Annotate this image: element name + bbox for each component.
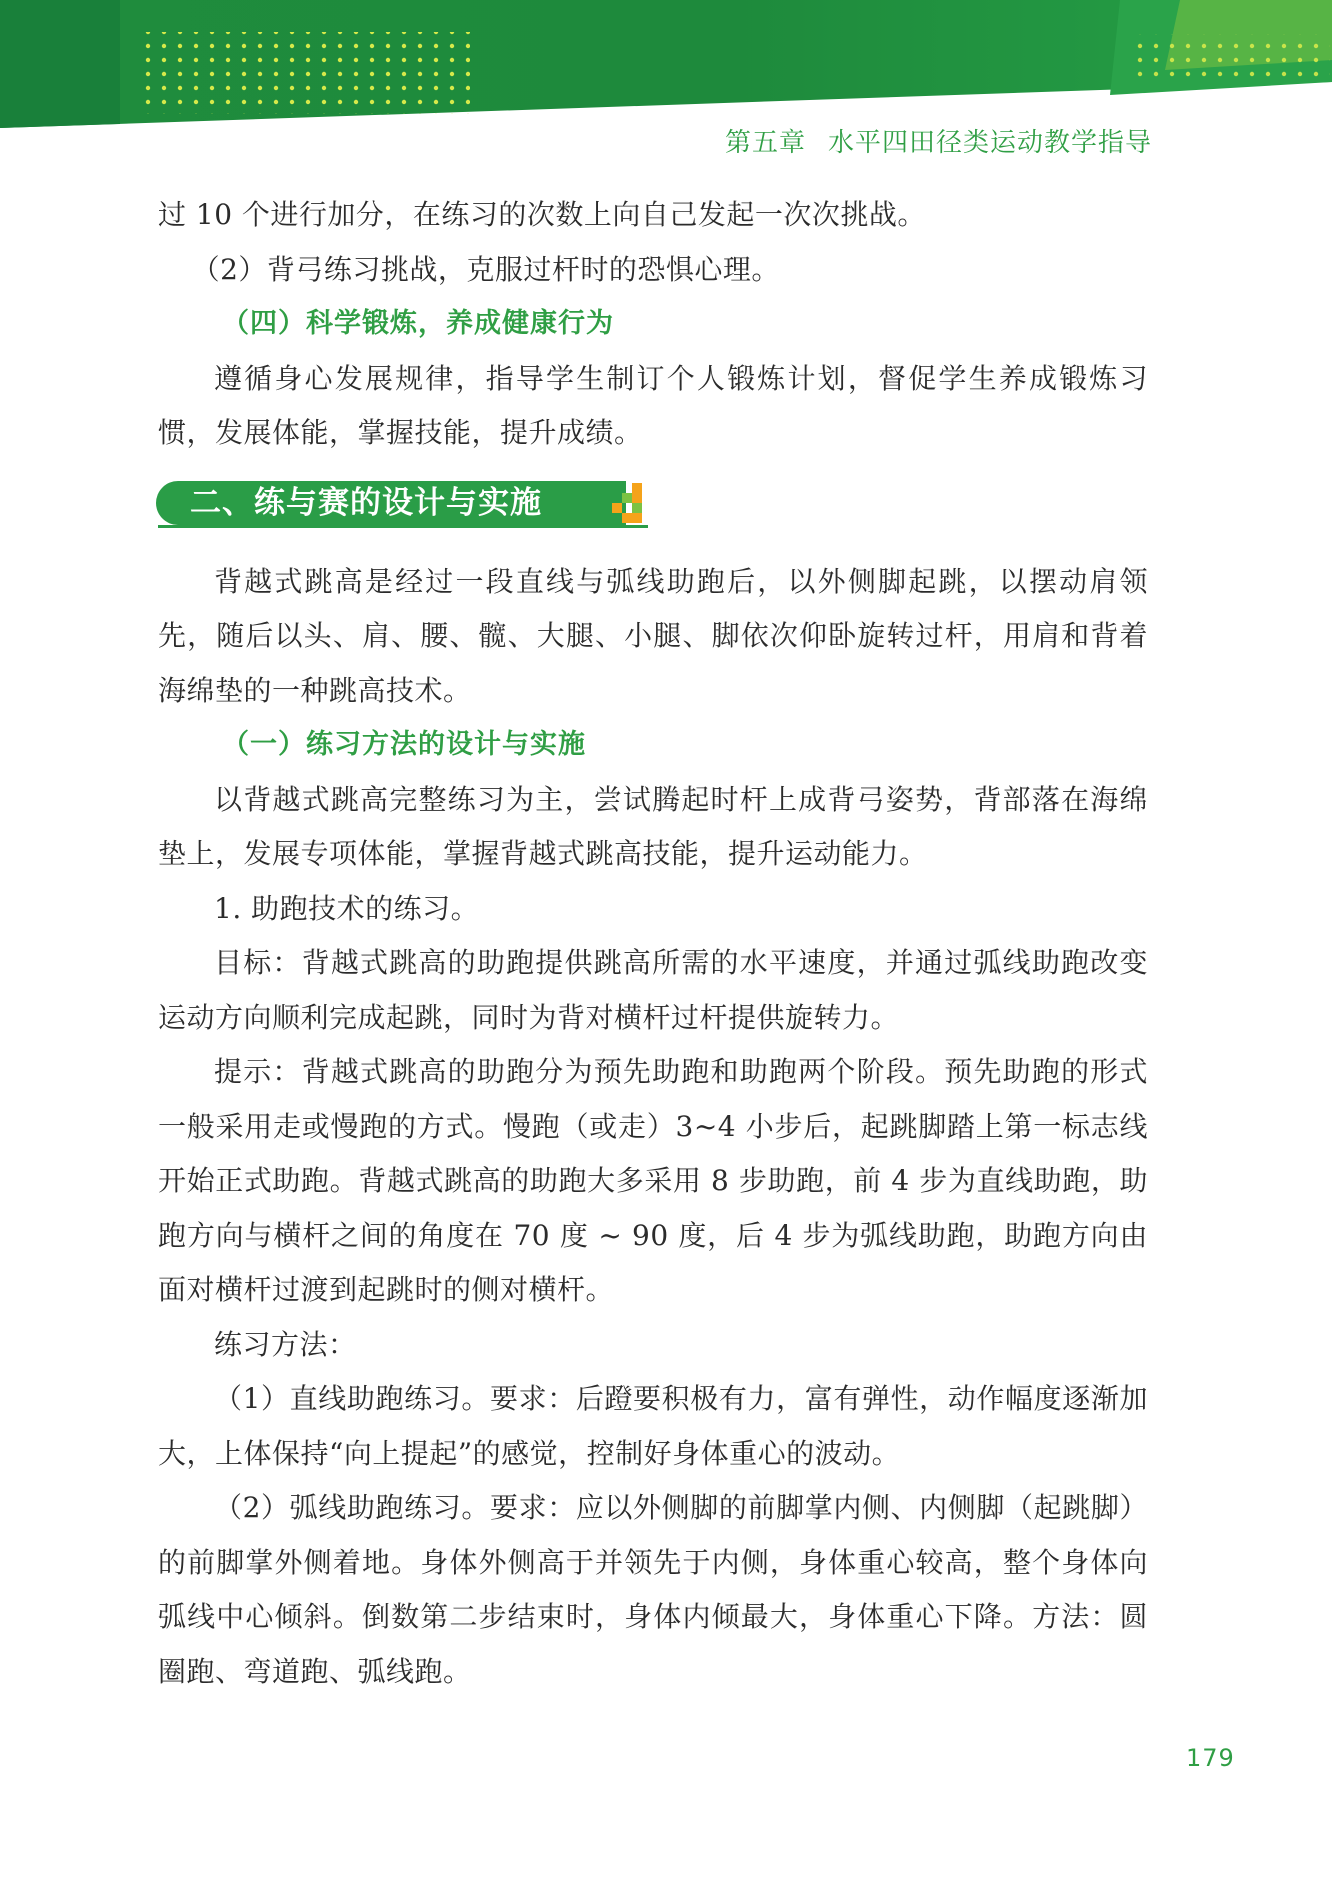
paragraph: 遵循身心发展规律，指导学生制订个人锻炼计划，督促学生养成锻炼习惯，发展体能，掌握技能，提升成绩。 bbox=[158, 361, 1148, 449]
chapter-title: 水平四田径类运动教学指导 bbox=[827, 128, 1152, 158]
paragraph: （2）背弓练习挑战，克服过杆时的恐惧心理。 bbox=[191, 252, 780, 286]
paragraph: 以背越式跳高完整练习为主，尝试腾起时杆上成背弓姿势，背部落在海绵垫上，发展专项体能，掌握背越式跳高技能，提升运动能力。 bbox=[158, 782, 1148, 870]
paragraph: 背越式跳高是经过一段直线与弧线助跑后，以外侧脚起跳，以摆动肩领先，随后以头、肩、腰、髋、大腿、小腿、脚依次仰卧旋转过杆，用肩和背着海绵垫的一种跳高技术。 bbox=[158, 564, 1148, 707]
paragraph: 提示：背越式跳高的助跑分为预先助跑和助跑两个阶段。预先助跑的形式一般采用走或慢跑的方式。慢跑（或走）3~4 小步后，起跳脚踏上第一标志线开始正式助跑。背越式跳高的助跑大多采用 8 步助跑，前 4 步为直线助跑，助跑方向与横杆之间的角度在 70 度 ~ 90 度，后 4 步为弧线助跑，助跑方向由面对横杆过渡到起跳时的侧对横杆。 bbox=[158, 1055, 1149, 1306]
dot-pattern-right bbox=[1130, 34, 1330, 82]
paragraph: （2）弧线助跑练习。要求：应以外侧脚的前脚掌内侧、内侧脚（起跳脚）的前脚掌外侧着地。身体外侧高于并领先于内侧，身体重心较高，整个身体向弧线中心倾斜。倒数第二步结束时，身体内倾最大，身体重心下降。方法：圆圈跑、弯道跑、弧线跑。 bbox=[158, 1491, 1148, 1688]
chapter-number: 第五章 bbox=[724, 128, 806, 158]
subheading-1: （一）练习方法的设计与实施 bbox=[222, 729, 586, 760]
paragraph: （1）直线助跑练习。要求：后蹬要积极有力，富有弹性，动作幅度逐渐加大，上体保持“向上提起”的感觉，控制好身体重心的波动。 bbox=[158, 1382, 1148, 1470]
paragraph: 练习方法： bbox=[214, 1327, 357, 1361]
page-number: 179 bbox=[1186, 1744, 1235, 1772]
dot-pattern-left bbox=[140, 32, 470, 114]
chapter-header bbox=[725, 122, 1152, 159]
section-heading bbox=[158, 481, 1148, 529]
page-content bbox=[158, 188, 1148, 1699]
paragraph: 1. 助跑技术的练习。 bbox=[214, 891, 480, 925]
header-banner bbox=[0, 0, 1332, 140]
section-underline bbox=[158, 525, 648, 528]
paragraph: 目标：背越式跳高的助跑提供跳高所需的水平速度，并通过弧线助跑改变运动方向顺利完成起跳，同时为背对横杆过杆提供旋转力。 bbox=[158, 946, 1148, 1034]
pixel-decoration-icon bbox=[610, 481, 646, 529]
paragraph: 过 10 个进行加分，在练习的次数上向自己发起一次次挑战。 bbox=[158, 198, 926, 231]
section-title: 二、练与赛的设计与实施 bbox=[156, 481, 626, 525]
subheading-4: （四）科学锻炼，养成健康行为 bbox=[222, 308, 614, 339]
